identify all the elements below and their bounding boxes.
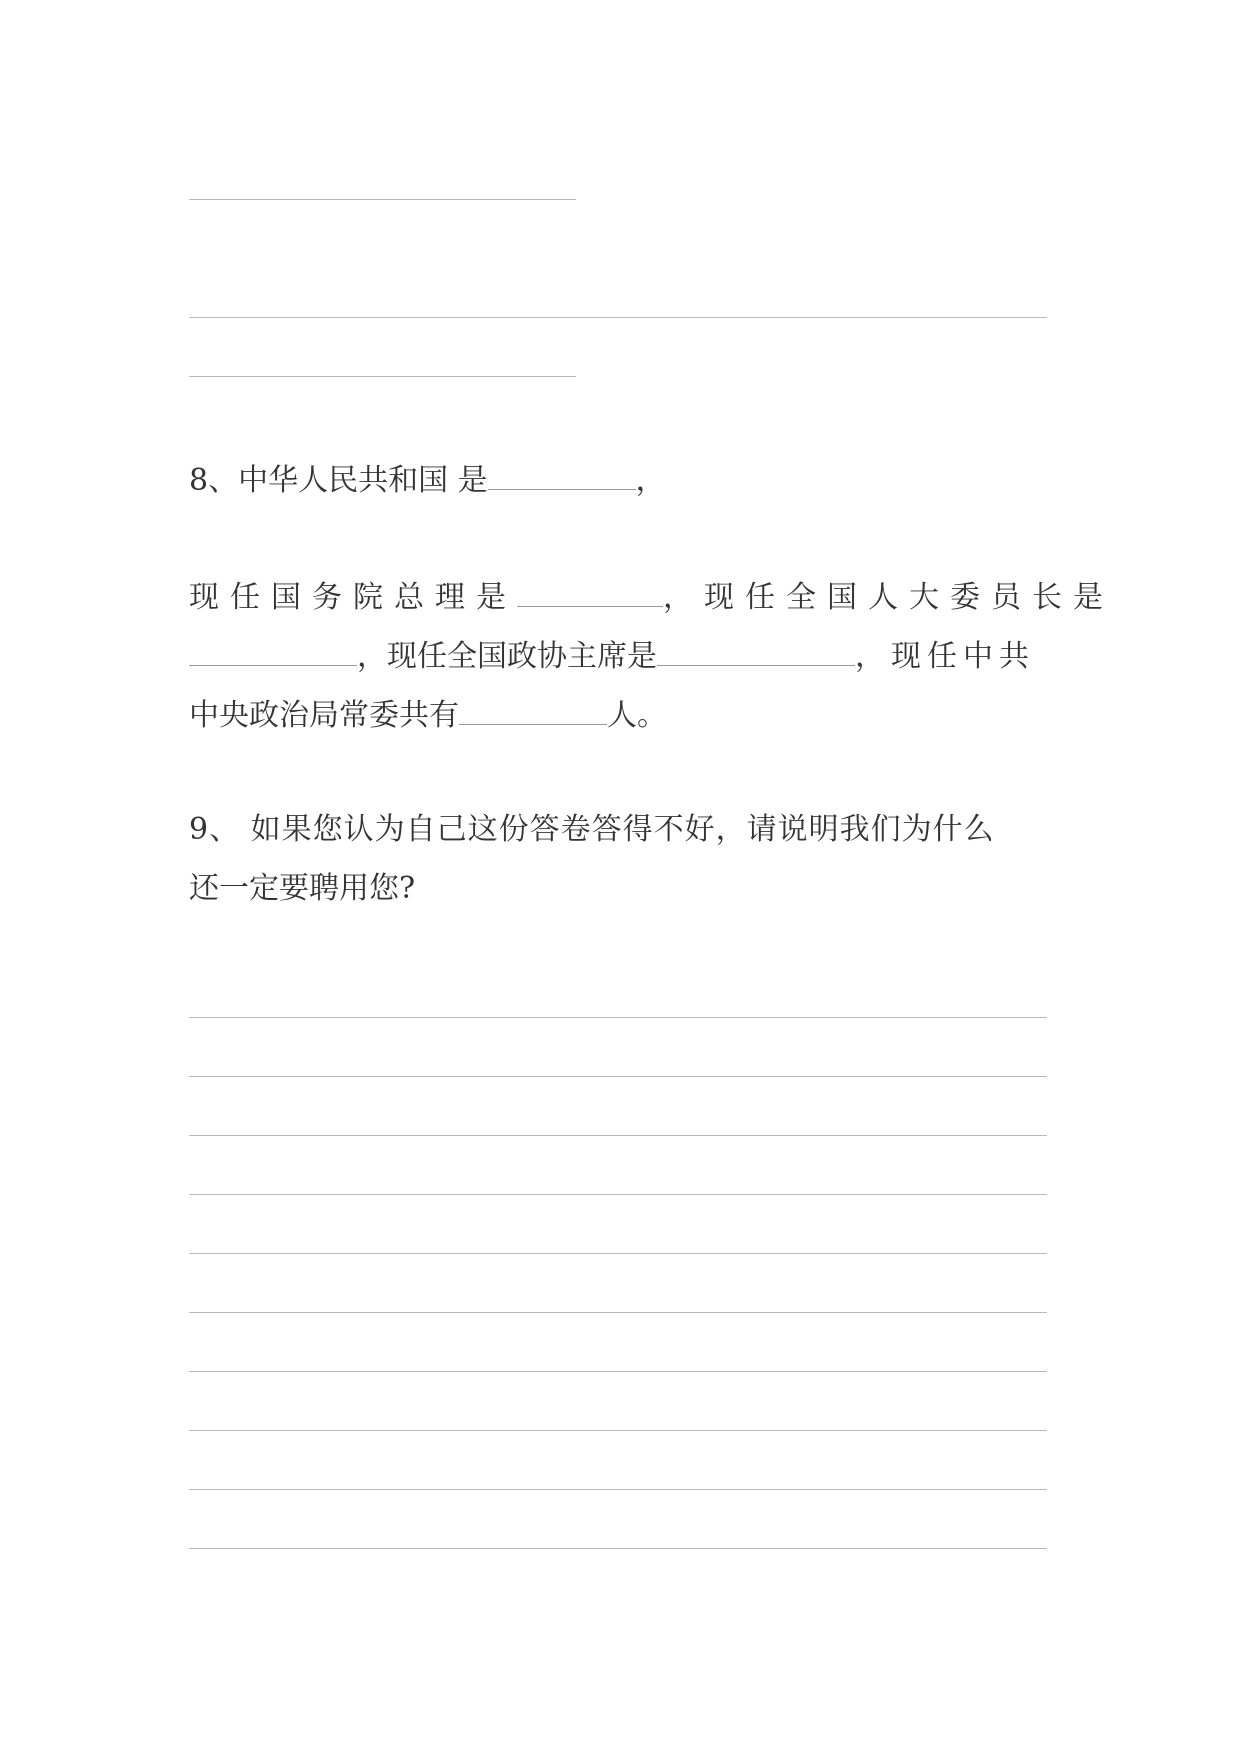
answer-line[interactable]: [189, 1076, 1047, 1077]
question-9-line-2: 还一定要聘用您?: [189, 871, 416, 906]
fill-blank-head-of-state[interactable]: [488, 461, 636, 490]
question-9-line-1: 9、 如果您认为自己这份答卷答得不好，请说明我们为什么: [189, 812, 995, 847]
question-8-line-1: 8、中华人民共和国 是 ，: [189, 463, 666, 498]
answer-line[interactable]: [189, 1548, 1047, 1549]
answer-line[interactable]: [189, 1135, 1047, 1136]
answer-line[interactable]: [189, 199, 576, 200]
answer-line[interactable]: [189, 1489, 1047, 1490]
answer-line[interactable]: [189, 1430, 1047, 1431]
answer-line[interactable]: [189, 376, 576, 377]
question-8-line-3: ，现任全国政协主席是 ，现任中共: [189, 637, 1059, 675]
answer-line[interactable]: [189, 1017, 1047, 1018]
fill-blank-cppcc-chairman[interactable]: [657, 637, 855, 666]
answer-line[interactable]: [189, 1371, 1047, 1372]
question-8-line-4: 中央政治局常委共有 人。: [189, 698, 667, 733]
answer-line[interactable]: [189, 1253, 1047, 1254]
answer-line[interactable]: [189, 1194, 1047, 1195]
answer-line[interactable]: [189, 1312, 1047, 1313]
fill-blank-standing-committee-count[interactable]: [459, 696, 607, 725]
answer-line[interactable]: [189, 317, 1047, 318]
fill-blank-npc-chairman[interactable]: [189, 637, 357, 666]
fill-blank-premier[interactable]: [517, 578, 663, 607]
question-8-line-2: 现任国务院总理是 ，现任全国人大委员长是: [189, 580, 1114, 615]
